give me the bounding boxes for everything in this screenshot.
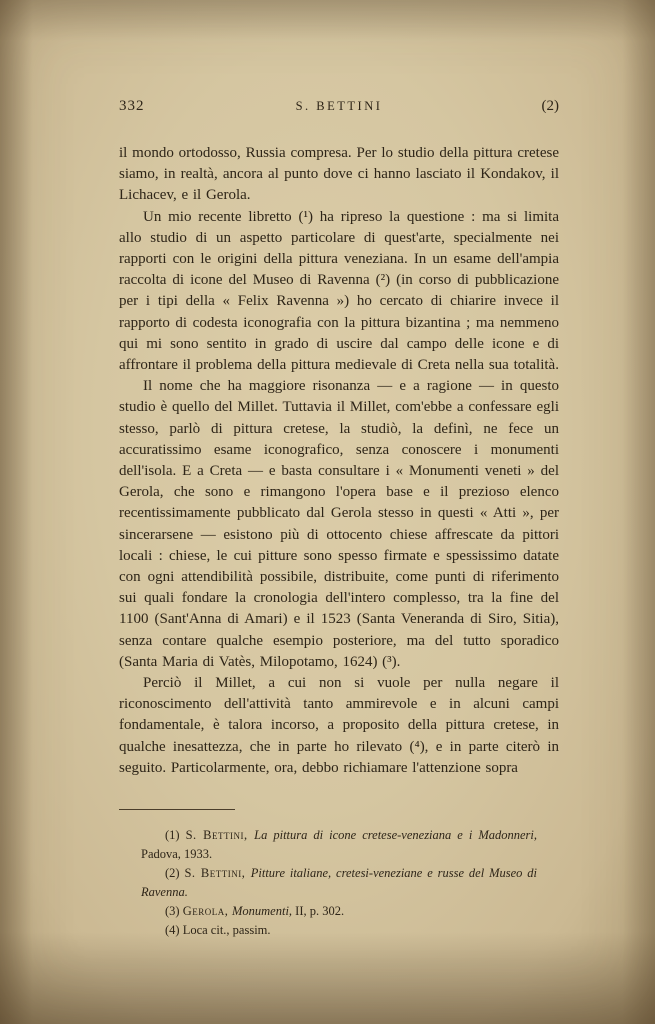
column-number: (2) (541, 98, 559, 114)
footnote-title: La pittura di icone cretese-veneziana e i Madonneri, (254, 828, 538, 843)
footnote-number: (4) (165, 923, 183, 938)
footnote-number: (1) (165, 828, 186, 843)
running-header (119, 98, 559, 115)
footnote (141, 864, 537, 902)
body-paragraph: il mondo ortodosso, Russia compresa. Per lo studio della pittura cretese siamo, in realtà, ancora al punto dove ci hanno lasciato il Kondakov, il Lichacev, e il Gerola. (119, 145, 559, 204)
footnote (141, 826, 537, 864)
body-text (119, 143, 559, 779)
footnote (141, 902, 537, 921)
footnote-rest: Loca cit., passim. (182, 923, 271, 938)
footnotes (119, 826, 559, 940)
footnote-author: S. Bettini, (184, 866, 251, 881)
footnote-number: (3) (165, 904, 183, 919)
footnote-number: (2) (165, 866, 185, 881)
footnote (141, 921, 537, 940)
footnote-title: Pitture italiane, cretesi-veneziane e russe del Museo di Ravenna. (141, 866, 537, 900)
footnote-author: S. Bettini, (185, 828, 255, 843)
body-paragraph: Il nome che ha maggiore risonanza — e a ragione — in questo studio è quello del Millet. Tuttavia il Millet, com'ebbe a confessare egli stesso, parlò di pittura cretese, la studiò, la definì, ne fece un accuratissimo esame iconografico, senza conoscere i monumenti dell'isola. E a Creta — e basta consultare i « Monumenti veneti » del Gerola, che sono e rimangono l'opera base e il prezioso elenco recentissimamente pubblicato dal Gerola stesso in questi « Atti », per sincerarsene — esistono più di ottocento chiese affrescate da pittori locali : chiese, le cui pitture sono spesso firmate e spessissimo datate con ogni attendibilità possibile, distribuite, come punti di riferimento sui quali fondare la cronologia dell'intero complesso, tra la fine del 1100 (Sant'Anna di Amari) e il 1523 (Santa Veneranda di Siro, Sitia), senza contare qualche esempio posteriore, ma del tutto sporadico (Santa Maria di Vatès, Milopotamo, 1624) (³). (119, 378, 559, 670)
running-title: S. BETTINI (295, 99, 383, 113)
page-number: 332 (119, 98, 145, 114)
footnote-author: Gerola, (182, 904, 232, 919)
footnote-divider (119, 809, 235, 810)
text-block (119, 98, 559, 940)
footnote-title: Monumenti, (231, 904, 296, 919)
footnote-rest: Padova, 1933. (141, 847, 213, 862)
body-paragraph: Perciò il Millet, a cui non si vuole per nulla negare il riconoscimento dell'attività tanto ammirevole e in alcuni campi fondamentale, è talora incorso, a proposito della pittura cretese, in qualche inesattezza, che in parte ho rilevato (⁴), e in parte citerò in seguito. Particolarmente, ora, debbo richiamare l'attenzione sopra (119, 675, 559, 776)
footnote-rest: II, p. 302. (295, 904, 345, 919)
body-paragraph: Un mio recente libretto (¹) ha ripreso la questione : ma si limita allo studio di un aspetto particolare di quest'arte, specialmente nei rapporti con le origini della pittura veneziana. In un esame dell'ampia raccolta di icone del Museo di Ravenna (²) (in corso di pubblicazione per i tipi della « Felix Ravenna ») ho cercato di chiarire invece il rapporto di codesta iconografia con la pittura bizantina ; ma nemmeno qui mi sono sentito in grado di uscire dal campo delle icone e di affrontare il problema della pittura medievale di Creta nella sua totalità. (119, 208, 559, 374)
